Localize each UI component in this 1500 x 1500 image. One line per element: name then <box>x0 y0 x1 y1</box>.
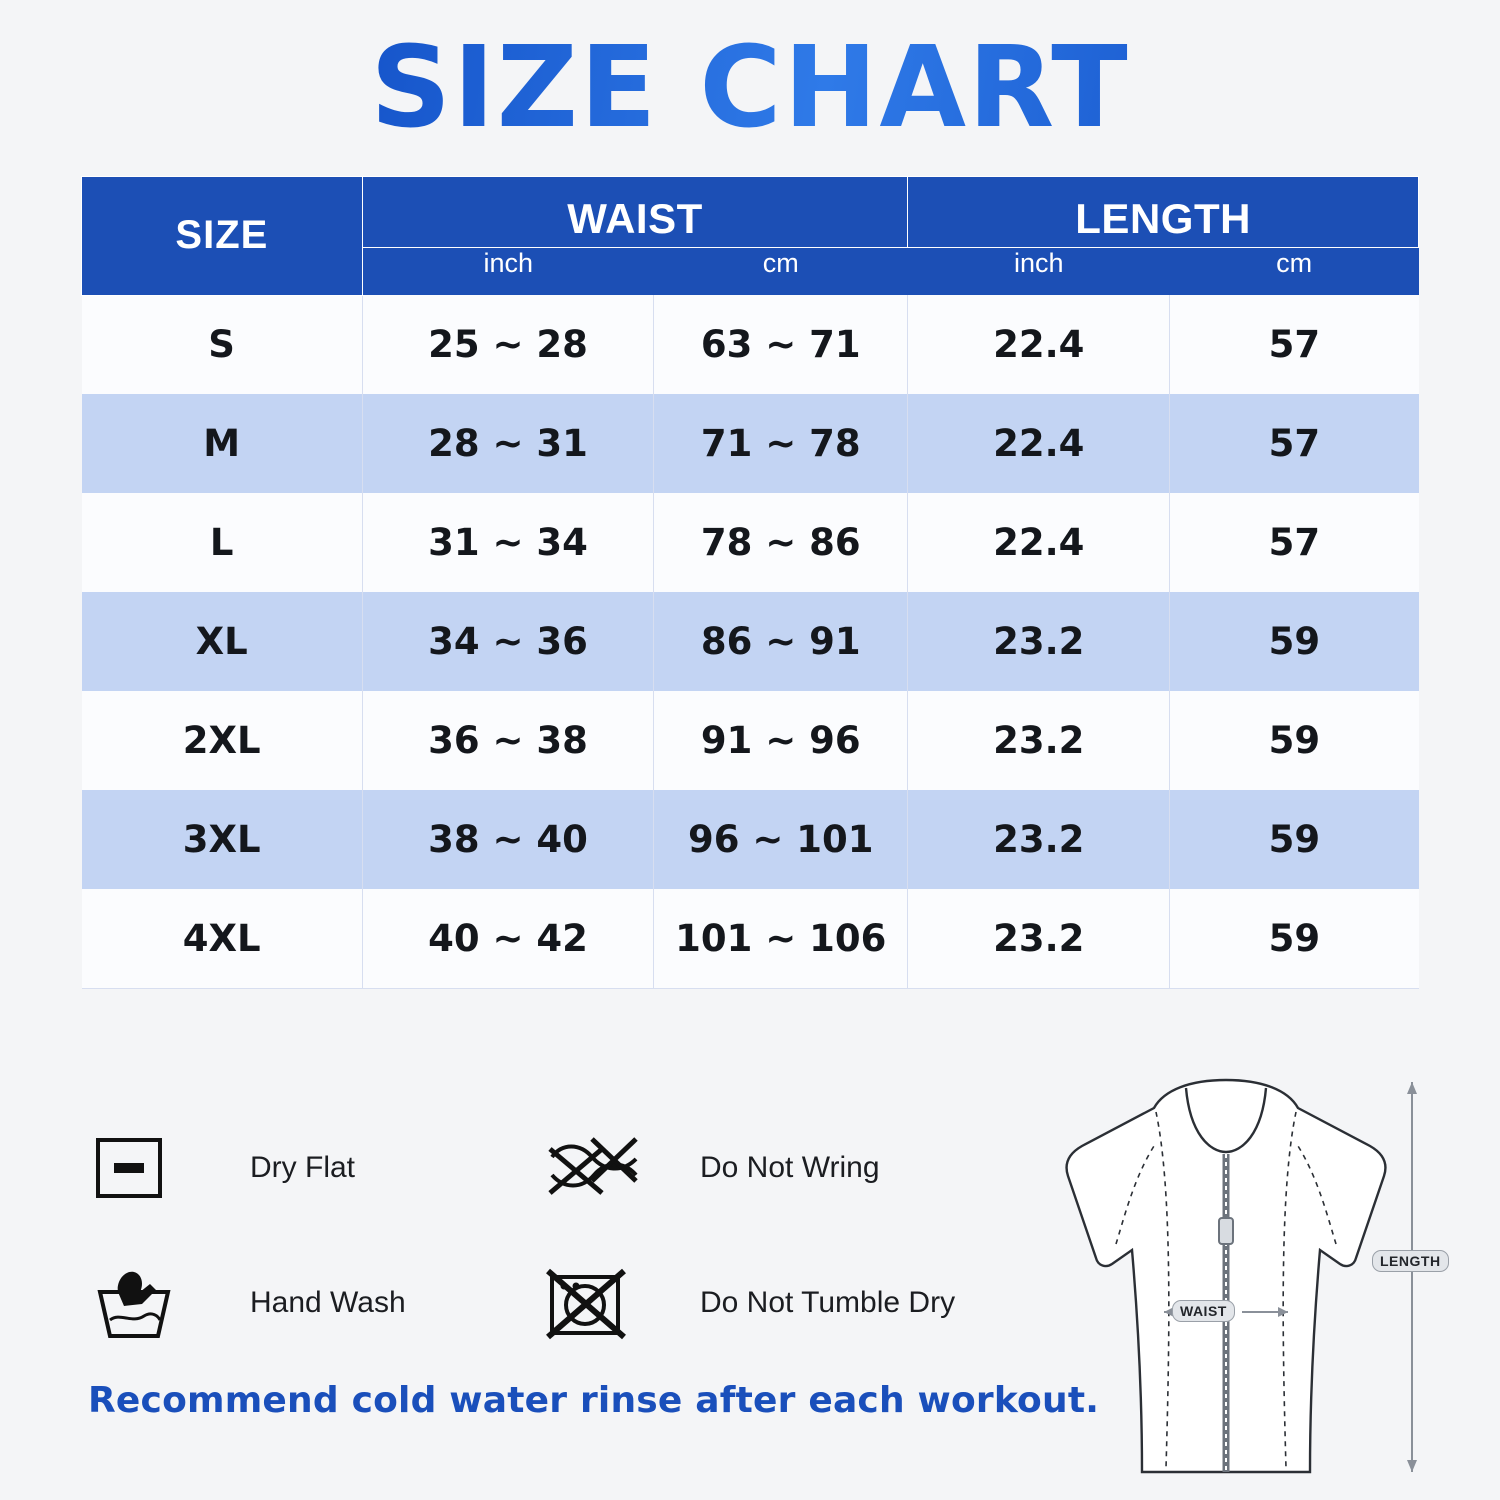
cell-length-inch: 23.2 <box>908 889 1170 988</box>
recommendation-text: Recommend cold water rinse after each workout. <box>88 1380 1100 1421</box>
waist-measurement-tag: WAIST <box>1172 1300 1235 1322</box>
size-chart-table-wrapper <box>81 176 1419 989</box>
cell-waist-inch: 25 ~ 28 <box>362 295 653 394</box>
cell-length-inch: 23.2 <box>908 790 1170 889</box>
care-instructions <box>80 1100 960 1370</box>
table-row <box>82 394 1419 493</box>
table-row <box>82 790 1419 889</box>
care-label-do-not-tumble-dry: Do Not Tumble Dry <box>700 1285 956 1319</box>
cell-length-cm: 59 <box>1170 889 1419 988</box>
cell-waist-cm: 71 ~ 78 <box>654 394 908 493</box>
cell-length-cm: 57 <box>1170 493 1419 592</box>
table-row <box>82 889 1419 988</box>
cell-waist-inch: 28 ~ 31 <box>362 394 653 493</box>
column-subheader-length-inch: inch <box>908 248 1170 296</box>
cell-waist-inch: 40 ~ 42 <box>362 889 653 988</box>
size-chart-table <box>81 176 1419 989</box>
do-not-wring-icon <box>530 1129 700 1207</box>
column-subheader-length-cm: cm <box>1170 248 1419 296</box>
cell-size: 3XL <box>82 790 363 889</box>
cell-length-cm: 57 <box>1170 394 1419 493</box>
cell-waist-cm: 86 ~ 91 <box>654 592 908 691</box>
cell-waist-cm: 91 ~ 96 <box>654 691 908 790</box>
dry-flat-icon <box>80 1132 250 1204</box>
table-head <box>82 177 1419 296</box>
cell-length-inch: 22.4 <box>908 394 1170 493</box>
cell-length-cm: 57 <box>1170 295 1419 394</box>
care-label-hand-wash: Hand Wash <box>250 1285 406 1319</box>
cell-length-cm: 59 <box>1170 790 1419 889</box>
table-row <box>82 493 1419 592</box>
column-header-length: LENGTH <box>908 177 1419 248</box>
cell-size: L <box>82 493 363 592</box>
cell-size: M <box>82 394 363 493</box>
table-body <box>82 295 1419 988</box>
cell-waist-cm: 63 ~ 71 <box>654 295 908 394</box>
cell-waist-inch: 38 ~ 40 <box>362 790 653 889</box>
column-header-size: SIZE <box>82 177 363 296</box>
cell-waist-inch: 31 ~ 34 <box>362 493 653 592</box>
cell-waist-cm: 78 ~ 86 <box>654 493 908 592</box>
cell-waist-inch: 36 ~ 38 <box>362 691 653 790</box>
cell-length-cm: 59 <box>1170 592 1419 691</box>
cell-length-inch: 23.2 <box>908 691 1170 790</box>
cell-size: 4XL <box>82 889 363 988</box>
cell-length-inch: 23.2 <box>908 592 1170 691</box>
cell-size: 2XL <box>82 691 363 790</box>
cell-waist-inch: 34 ~ 36 <box>362 592 653 691</box>
garment-illustration <box>1004 1068 1454 1488</box>
hand-wash-icon <box>80 1262 250 1344</box>
table-row <box>82 295 1419 394</box>
length-measurement-tag: LENGTH <box>1372 1250 1449 1272</box>
column-header-waist: WAIST <box>362 177 907 248</box>
cell-size: S <box>82 295 363 394</box>
cell-length-cm: 59 <box>1170 691 1419 790</box>
page-title: SIZE CHART <box>0 0 1500 158</box>
do-not-tumble-dry-icon <box>530 1263 700 1343</box>
column-subheader-waist-inch: inch <box>362 248 653 296</box>
column-subheader-waist-cm: cm <box>654 248 908 296</box>
table-row <box>82 592 1419 691</box>
cell-length-inch: 22.4 <box>908 295 1170 394</box>
table-row <box>82 691 1419 790</box>
care-label-dry-flat: Dry Flat <box>250 1150 355 1184</box>
care-label-do-not-wring: Do Not Wring <box>700 1150 880 1184</box>
cell-waist-cm: 101 ~ 106 <box>654 889 908 988</box>
garment-svg <box>1004 1068 1454 1488</box>
cell-size: XL <box>82 592 363 691</box>
cell-length-inch: 22.4 <box>908 493 1170 592</box>
cell-waist-cm: 96 ~ 101 <box>654 790 908 889</box>
